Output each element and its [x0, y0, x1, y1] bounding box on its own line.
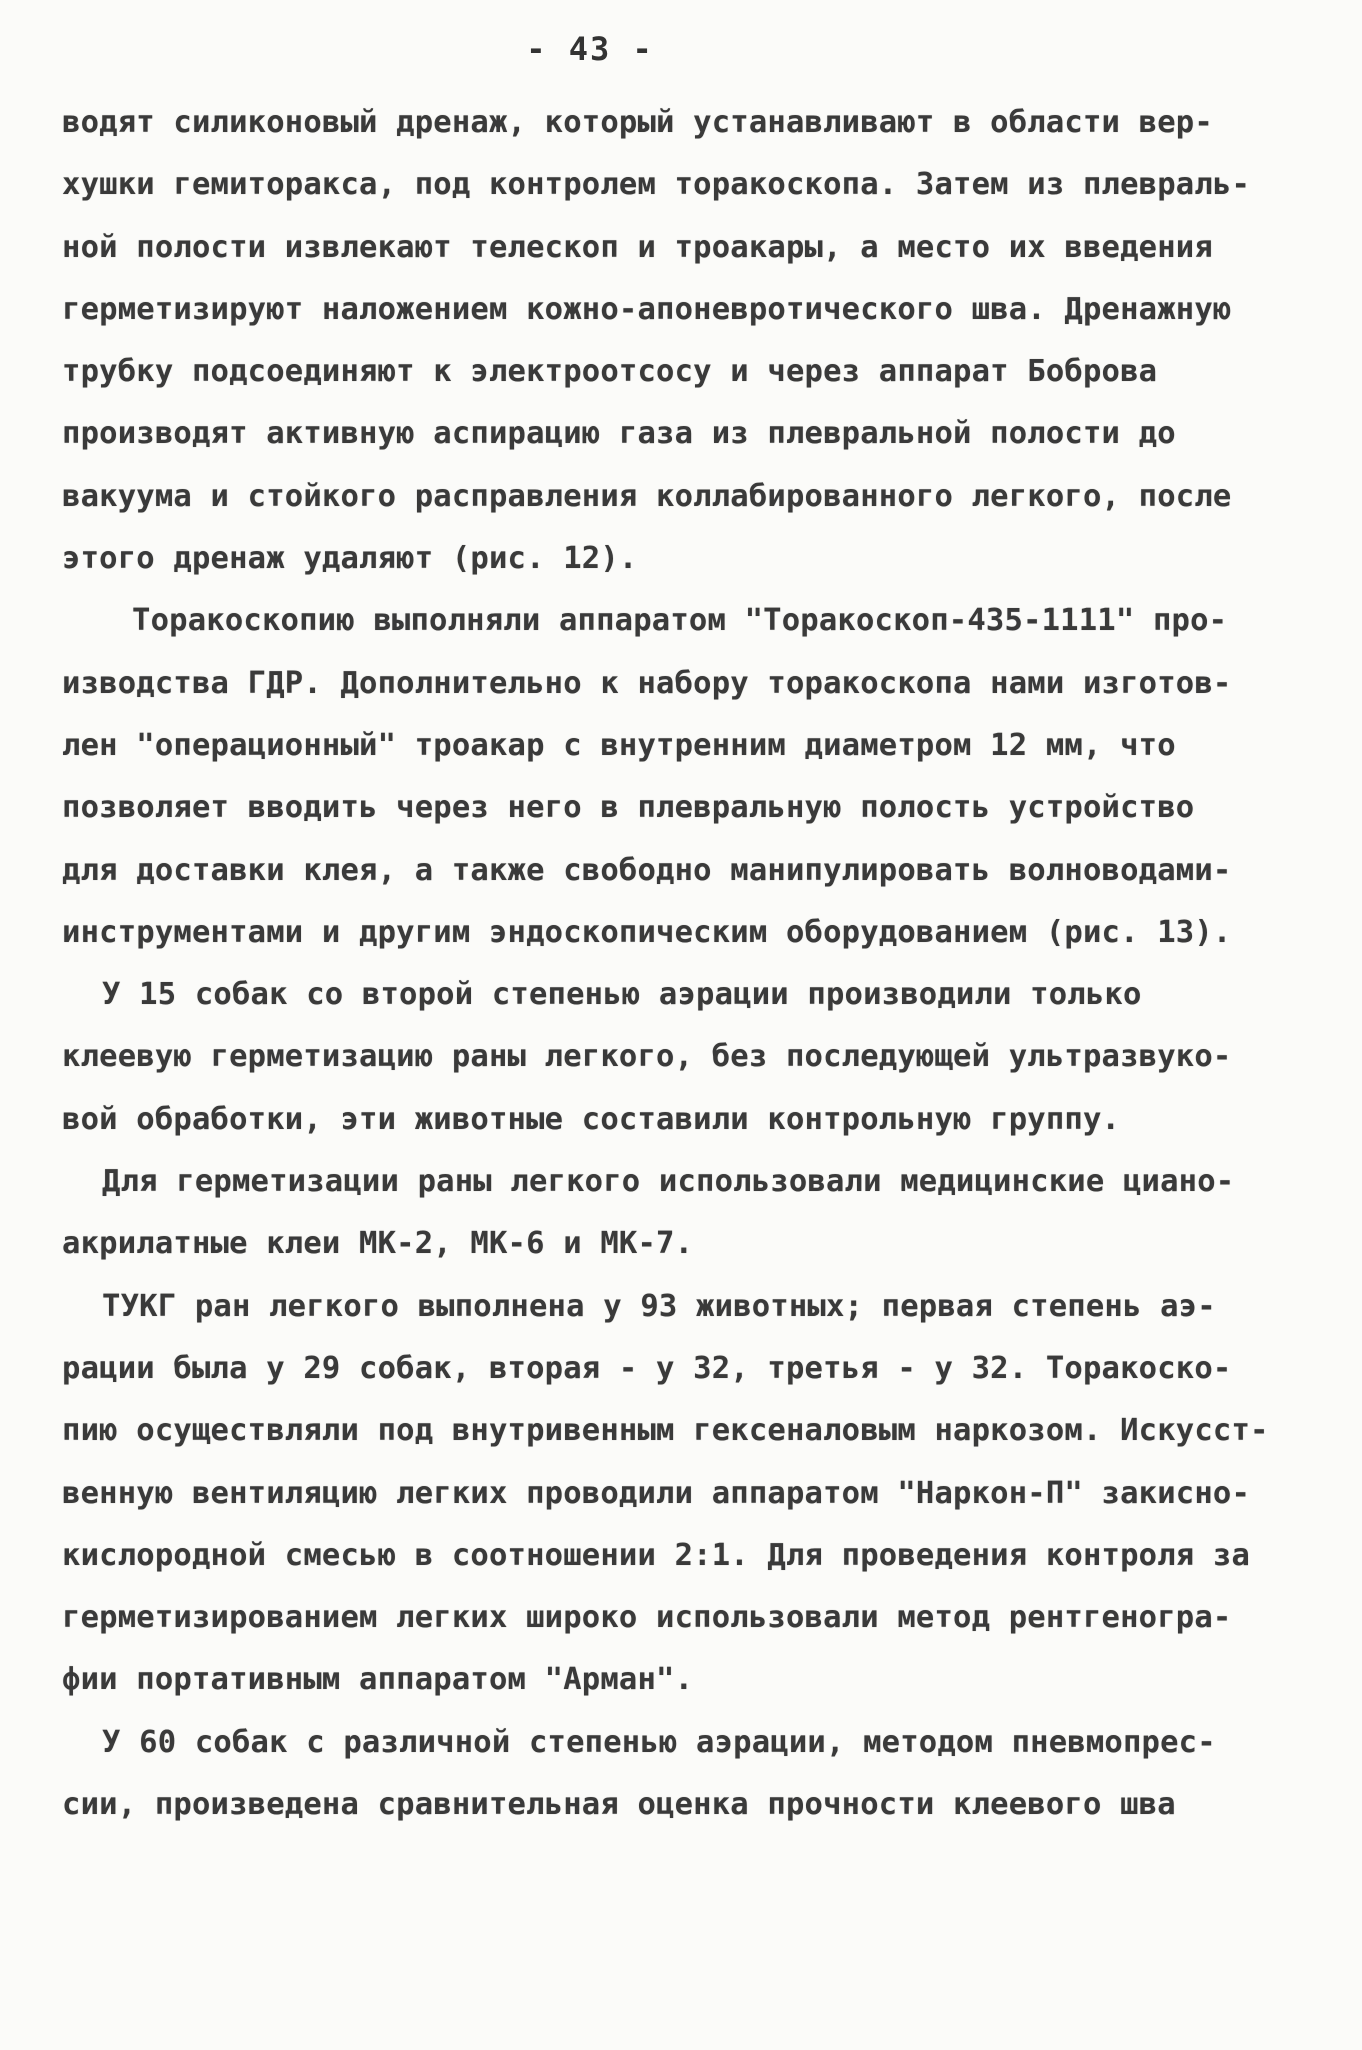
paragraph-start-line: У 15 собак со второй степенью аэрации производили только [102, 977, 1142, 1013]
text-line: вой обработки, эти животные составили контрольную группу. [62, 1101, 1121, 1137]
text-line: лен "операционный" троакар с внутренним диаметром 12 мм, что [62, 727, 1176, 763]
text-line: водят силиконовый дренаж, который устанавливают в области вер- [62, 105, 1213, 140]
paragraph-start-line: Торакоскопию выполняли аппаратом "Торакоскоп-435-1111" про- [132, 603, 1228, 639]
text-line: кислородной смесью в соотношении 2:1. Для проведения контроля за [62, 1537, 1251, 1573]
paragraph-start-line: Для герметизации раны легкого использовали медицинские циано- [102, 1164, 1235, 1200]
paragraph-start-line: У 60 собак с различной степенью аэрации, методом пневмопрес- [102, 1724, 1216, 1760]
text-line: этого дренаж удаляют (рис. 12). [62, 541, 638, 577]
text-line: производят активную аспирацию газа из плевральной полости до [62, 416, 1176, 452]
text-line: пию осуществляли под внутривенным гексеналовым наркозом. Искусст- [62, 1413, 1269, 1449]
text-line: позволяет вводить через него в плевральную полость устройство [62, 790, 1195, 826]
text-line: изводства ГДР. Дополнительно к набору торакоскопа нами изготов- [62, 665, 1232, 701]
text-line: герметизируют наложением кожно-апоневротического шва. Дренажную [62, 291, 1232, 327]
text-line: трубку подсоединяют к электроотсосу и через аппарат Боброва [62, 354, 1158, 390]
text-line: герметизированием легких широко использовали метод рентгеногра- [62, 1600, 1232, 1636]
text-line: венную вентиляцию легких проводили аппаратом "Наркон-П" закисно- [62, 1475, 1251, 1511]
text-line: сии, произведена сравнительная оценка прочности клеевого шва [62, 1787, 1176, 1823]
body-text [62, 92, 1292, 1836]
text-line: ной полости извлекают телескоп и троакары, а место их введения [62, 229, 1213, 265]
text-line: хушки гемиторакса, под контролем торакоскопа. Затем из плевраль- [62, 167, 1251, 203]
text-line: акрилатные клеи МК-2, МК-6 и МК-7. [62, 1226, 694, 1262]
text-line: для доставки клея, а также свободно манипулировать волноводами- [62, 852, 1232, 888]
text-line: инструментами и другим эндоскопическим оборудованием (рис. 13). [62, 914, 1232, 950]
text-line: фии портативным аппаратом "Арман". [62, 1662, 694, 1698]
page-number: - 43 - [526, 30, 654, 68]
text-line: клеевую герметизацию раны легкого, без последующей ультразвуко- [62, 1039, 1232, 1075]
text-line: рации была у 29 собак, вторая - у 32, третья - у 32. Торакоско- [62, 1350, 1232, 1386]
paragraph-start-line: ТУКГ ран легкого выполнена у 93 животных; первая степень аэ- [102, 1288, 1216, 1324]
text-line: вакуума и стойкого расправления коллабированного легкого, после [62, 478, 1232, 514]
